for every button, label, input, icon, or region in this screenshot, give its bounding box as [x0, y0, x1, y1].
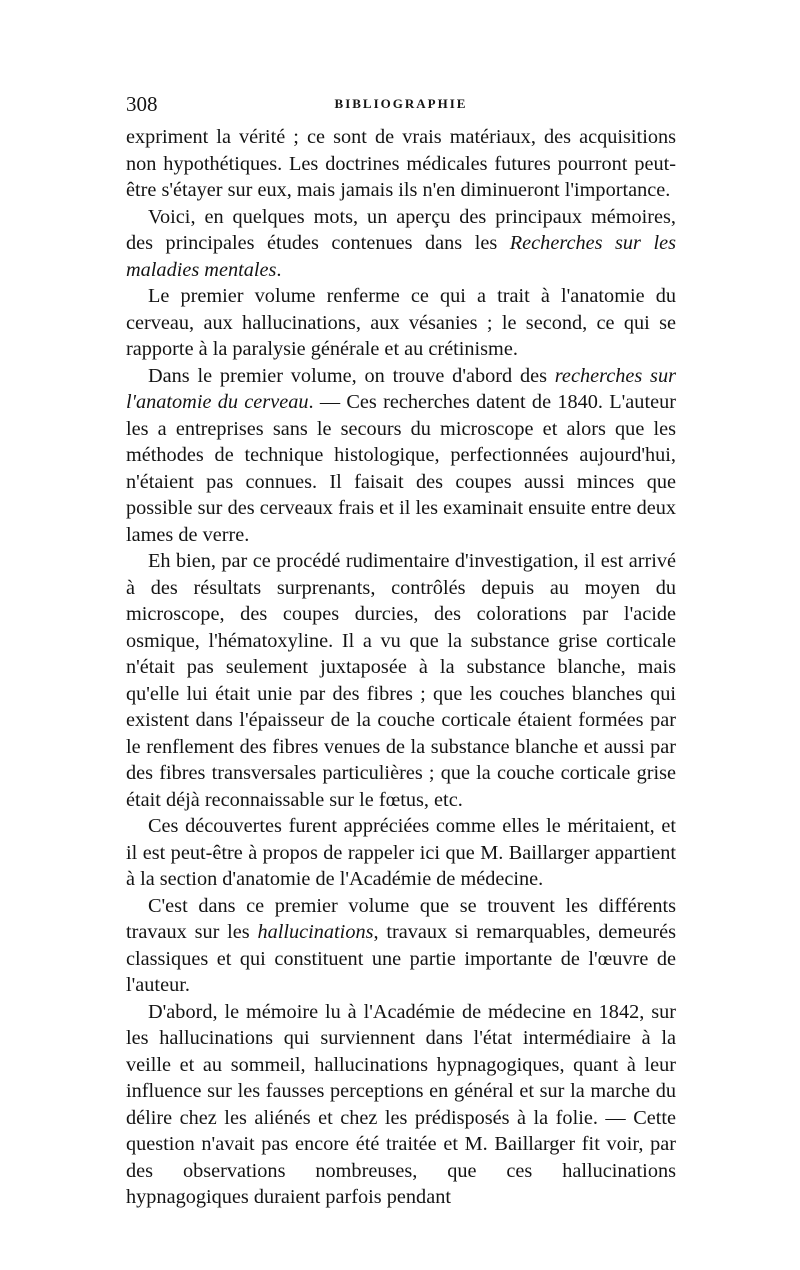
- paragraph-4: [126, 363, 676, 549]
- paragraph-8: [126, 999, 676, 1211]
- italic-title: Recherches sur les maladies mentales: [126, 232, 676, 281]
- paragraph-6: [126, 813, 676, 893]
- page-header: [126, 92, 676, 116]
- body-text: [126, 124, 676, 1211]
- paragraph-text: Ces découvertes furent appréciées comme elles le méritaient, et il est peut-être à propos de rappeler ici que M. Baillarger appartient à la section d'anatomie de l'Académie de médecine.: [126, 815, 676, 890]
- paragraph-text: Eh bien, par ce procédé rudimentaire d'investigation, il est arrivé à des résultats surprenants, contrôlés depuis au moyen du microscope, des coupes durcies, des colorations par l'acide osmique, l'hématoxyline. Il a vu que la substance grise corticale n'était pas seulement juxtaposée à la substance blanche, mais qu'elle lui était unie par des fibres ; que les couches blanches qui existent dans l'épaisseur de la couche corticale étaient formées par le renflement des fibres venues de la substance blanche et aussi par des fibres transversales particulières ; que la couche corticale grise était déjà reconnaissable sur le fœtus, etc.: [126, 550, 676, 811]
- paragraph-2: [126, 204, 676, 284]
- paragraph-text: , travaux si remarquables, demeurés classiques et qui constituent une partie importante de l'œuvre de l'auteur.: [126, 921, 676, 996]
- paragraph-text: D'abord, le mémoire lu à l'Académie de médecine en 1842, sur les hallucinations qui surviennent dans l'état intermédiaire à la veille et au sommeil, hallucinations hypnagogiques, quant à leur influence sur les fausses perceptions en général et sur la marche du délire chez les aliénés et chez les prédisposés à la folie. — Cette question n'avait pas encore été traitée et M. Baillarger fit voir, par des observations nombreuses, que ces hallucinations hypnagogiques duraient parfois pendant: [126, 1000, 676, 1208]
- italic-term: hallucinations: [257, 921, 374, 943]
- paragraph-text: Voici, en quelques mots, un aperçu des principaux mémoires, des principales études contenues dans les: [126, 205, 676, 254]
- paragraph-5: [126, 548, 676, 813]
- paragraph-text: .: [276, 258, 282, 281]
- paragraph-1: [126, 124, 676, 204]
- paragraph-text: expriment la vérité ; ce sont de vrais matériaux, des acquisitions non hypothétiques. Les doctrines médicales futures pourront peut-être s'étayer sur eux, mais jamais ils n'en diminueront l'importance.: [126, 126, 676, 201]
- paragraph-3: [126, 283, 676, 363]
- italic-title: recherches sur l'anatomie du cerveau: [126, 364, 676, 413]
- running-title: BIBLIOGRAPHIE: [334, 96, 468, 111]
- paragraph-text: . — Ces recherches datent de 1840. L'auteur les a entreprises sans le secours du microscope et alors que les méthodes de technique histologique, perfectionnées aujourd'hui, n'étaient pas connues. Il faisait des coupes aussi minces que possible sur des cerveaux frais et il les examinait ensuite entre deux lames de verre.: [126, 391, 676, 546]
- paragraph-7: [126, 893, 676, 999]
- paragraph-text: Le premier volume renferme ce qui a trait à l'anatomie du cerveau, aux hallucinations, aux vésanies ; le second, ce qui se rapporte à la paralysie générale et au crétinisme.: [126, 285, 676, 360]
- page-number: 308: [126, 92, 158, 116]
- paragraph-text: C'est dans ce premier volume que se trouvent les différents travaux sur les: [126, 894, 676, 943]
- paragraph-text: Dans le premier volume, on trouve d'abord des: [148, 364, 555, 387]
